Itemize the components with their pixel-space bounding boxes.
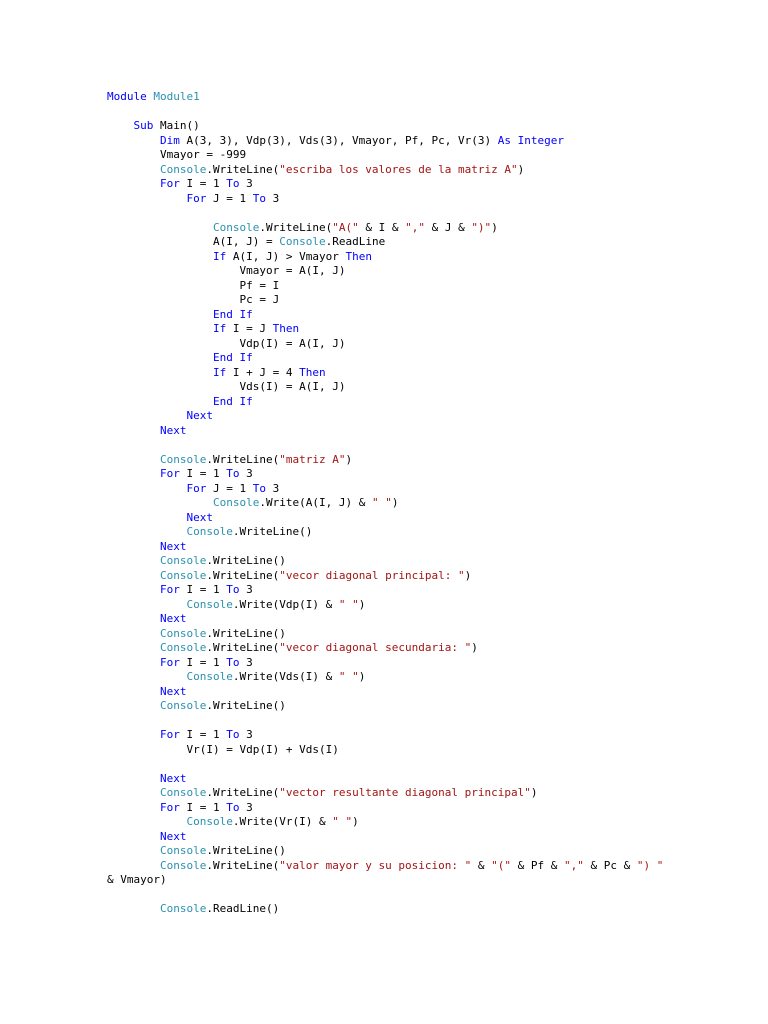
code-text: I = 1 xyxy=(179,583,227,596)
code-line xyxy=(107,119,747,134)
code-text: & J & xyxy=(424,220,472,234)
code-line xyxy=(107,192,747,207)
keyword-token: Next xyxy=(186,510,213,524)
string-token: "A(" xyxy=(332,220,359,234)
code-line xyxy=(107,844,747,859)
string-token: ")" xyxy=(471,220,492,234)
code-text: I = 1 xyxy=(179,467,227,480)
code-line xyxy=(107,482,747,497)
code-line xyxy=(107,670,747,685)
code-line xyxy=(107,322,747,337)
code-text: .Write(Vr(I) & xyxy=(232,815,333,828)
code-text: A(I, J) > Vmayor xyxy=(226,249,346,263)
string-token: "," xyxy=(564,858,584,872)
string-token: " " xyxy=(338,597,359,611)
code-text xyxy=(233,351,240,364)
keyword-token: If xyxy=(213,322,227,335)
code-line xyxy=(107,801,747,816)
code-text: I = 1 xyxy=(179,177,227,190)
type-token: Console xyxy=(160,554,207,567)
code-line xyxy=(107,772,747,787)
code-line xyxy=(107,206,747,221)
code-line xyxy=(107,641,747,656)
code-text: .WriteLine( xyxy=(206,786,280,799)
code-line xyxy=(107,685,747,700)
code-line xyxy=(107,757,747,772)
keyword-token: To xyxy=(226,583,240,596)
string-token: "vector resultante diagonal principal" xyxy=(279,786,531,799)
code-line xyxy=(107,554,747,569)
code-line xyxy=(107,438,747,453)
code-line xyxy=(107,627,747,642)
keyword-token: If xyxy=(239,351,253,364)
keyword-token: For xyxy=(186,481,207,495)
code-text: I = J xyxy=(226,322,273,335)
keyword-token: For xyxy=(186,191,207,205)
keyword-token: To xyxy=(226,728,240,741)
code-text: .WriteLine( xyxy=(206,452,280,466)
code-line xyxy=(107,177,747,192)
code-text: Vmayor = A(I, J) xyxy=(239,264,346,277)
type-token: Console xyxy=(186,525,233,538)
code-text xyxy=(511,134,518,147)
code-text: 3 xyxy=(265,191,280,205)
keyword-token: If xyxy=(213,365,227,379)
keyword-token: End xyxy=(213,351,233,364)
string-token: "escriba los valores de la matriz A" xyxy=(279,162,518,176)
keyword-token: Integer xyxy=(517,133,564,147)
code-text: Vdp(I) = A(I, J) xyxy=(239,336,346,350)
code-text: ) xyxy=(345,452,353,466)
code-text: 3 xyxy=(265,481,280,495)
code-line xyxy=(107,830,747,845)
type-token: Module1 xyxy=(153,90,200,103)
code-text: .Write(A(I, J) & xyxy=(259,496,372,509)
keyword-token: To xyxy=(226,467,240,480)
keyword-token: For xyxy=(160,800,180,814)
code-text: .Write(Vdp(I) & xyxy=(232,597,339,611)
code-text: Vmayor = -999 xyxy=(160,148,247,161)
string-token: "(" xyxy=(491,858,512,872)
code-text: 3 xyxy=(239,467,253,480)
code-text: I + J = 4 xyxy=(226,365,300,379)
type-token: Console xyxy=(186,597,233,611)
code-line xyxy=(107,366,747,381)
code-text: ) xyxy=(530,786,538,799)
keyword-token: If xyxy=(239,394,253,408)
code-text: Main() xyxy=(153,119,200,132)
code-text: ) xyxy=(517,162,525,176)
type-token: Console xyxy=(160,626,207,640)
code-text: .WriteLine() xyxy=(206,844,286,857)
keyword-token: Then xyxy=(299,365,326,379)
keyword-token: If xyxy=(239,307,253,321)
string-token: ") " xyxy=(636,858,664,872)
code-text: & Pc & xyxy=(583,858,637,872)
code-line xyxy=(107,250,747,265)
keyword-token: If xyxy=(213,249,227,263)
keyword-token: To xyxy=(252,481,266,495)
code-line xyxy=(107,467,747,482)
string-token: "," xyxy=(405,220,425,234)
code-line xyxy=(107,511,747,526)
code-text: .WriteLine( xyxy=(206,858,280,872)
code-text: 3 xyxy=(239,655,253,669)
keyword-token: Next xyxy=(186,409,213,422)
code-text: Pc = J xyxy=(239,293,280,306)
code-line xyxy=(107,612,747,627)
code-line xyxy=(107,583,747,598)
code-text: 3 xyxy=(239,800,253,814)
keyword-token: Dim xyxy=(160,133,180,147)
keyword-token: For xyxy=(160,655,180,669)
code-text: ) xyxy=(464,568,472,582)
code-line xyxy=(107,728,747,743)
code-line xyxy=(107,656,747,671)
code-line xyxy=(107,859,747,874)
code-text: .WriteLine( xyxy=(206,641,280,654)
code-text: Pf = I xyxy=(239,278,280,292)
code-text: .WriteLine( xyxy=(259,220,333,234)
keyword-token: Next xyxy=(160,684,187,698)
keyword-token: For xyxy=(160,728,180,741)
code-line xyxy=(107,221,747,236)
code-line xyxy=(107,888,747,903)
keyword-token: Module xyxy=(107,90,147,103)
code-text: ) xyxy=(391,496,399,509)
keyword-token: End xyxy=(213,394,233,408)
code-line xyxy=(107,873,747,888)
code-text: .WriteLine( xyxy=(206,568,280,582)
keyword-token: Next xyxy=(160,539,187,553)
code-text: ) xyxy=(491,220,498,234)
code-text: .ReadLine xyxy=(325,235,386,248)
code-text: I = 1 xyxy=(179,800,227,814)
type-token: Console xyxy=(186,670,233,683)
code-text: J = 1 xyxy=(206,191,253,205)
code-line xyxy=(107,308,747,323)
keyword-token: For xyxy=(160,583,180,596)
code-line xyxy=(107,380,747,395)
keyword-token: Next xyxy=(160,423,187,437)
keyword-token: For xyxy=(160,467,180,480)
code-text: 3 xyxy=(239,583,253,596)
code-line xyxy=(107,337,747,352)
code-text: .ReadLine() xyxy=(206,902,280,915)
type-token: Console xyxy=(160,699,207,712)
code-text: I = 1 xyxy=(179,728,227,741)
keyword-token: Then xyxy=(272,322,300,335)
code-line xyxy=(107,351,747,366)
code-line xyxy=(107,264,747,279)
type-token: Console xyxy=(160,641,207,654)
code-text: 3 xyxy=(239,177,253,190)
code-line xyxy=(107,424,747,439)
code-text: 3 xyxy=(239,728,253,741)
code-line xyxy=(107,699,747,714)
code-line xyxy=(107,148,747,163)
code-line xyxy=(107,815,747,830)
code-text: ) xyxy=(471,641,478,654)
code-line xyxy=(107,714,747,729)
keyword-token: To xyxy=(226,800,240,814)
string-token: "matriz A" xyxy=(279,452,346,466)
keyword-token: Next xyxy=(160,612,187,625)
type-token: Console xyxy=(186,815,233,828)
type-token: Console xyxy=(279,235,326,248)
keyword-token: Next xyxy=(160,829,187,843)
keyword-token: Next xyxy=(160,771,187,785)
string-token: " " xyxy=(332,815,353,828)
code-text: Vr(I) = Vdp(I) + Vds(I) xyxy=(186,742,339,756)
code-line xyxy=(107,235,747,250)
type-token: Console xyxy=(160,858,207,872)
code-line xyxy=(107,163,747,178)
code-text: J = 1 xyxy=(206,481,253,495)
string-token: " " xyxy=(371,496,392,509)
code-text xyxy=(233,395,240,408)
keyword-token: To xyxy=(226,177,240,190)
code-text: .WriteLine() xyxy=(206,699,286,712)
keyword-token: For xyxy=(160,177,180,190)
keyword-token: Then xyxy=(345,249,372,263)
string-token: "vecor diagonal principal: " xyxy=(279,568,465,582)
code-line xyxy=(107,395,747,410)
string-token: "valor mayor y su posicion: " xyxy=(279,858,472,872)
code-text: .WriteLine() xyxy=(206,554,286,567)
code-text: .WriteLine() xyxy=(232,525,313,538)
string-token: "vecor diagonal secundaria: " xyxy=(279,641,472,654)
type-token: Console xyxy=(160,568,207,582)
code-text: & Vmayor) xyxy=(107,873,167,886)
keyword-token: To xyxy=(226,655,240,669)
code-line xyxy=(107,525,747,540)
code-text: ) xyxy=(352,815,359,828)
code-line xyxy=(107,540,747,555)
code-text: A(3, 3), Vdp(3), Vds(3), Vmayor, Pf, Pc, Vr(3) xyxy=(179,133,498,147)
code-line xyxy=(107,743,747,758)
type-token: Console xyxy=(213,220,260,234)
code-line xyxy=(107,496,747,511)
type-token: Console xyxy=(160,452,207,466)
code-line xyxy=(107,902,747,917)
code-line xyxy=(107,786,747,801)
code-text: I = 1 xyxy=(179,655,227,669)
keyword-token: As xyxy=(497,133,512,147)
code-text: A(I, J) = xyxy=(213,235,280,248)
code-text: ) xyxy=(358,597,366,611)
code-listing xyxy=(107,90,747,917)
code-line xyxy=(107,90,747,105)
code-line xyxy=(107,134,747,149)
code-line xyxy=(107,453,747,468)
code-text: & Pf & xyxy=(511,858,565,872)
code-line xyxy=(107,409,747,424)
code-text: & xyxy=(471,858,492,872)
keyword-token: Sub xyxy=(133,119,154,132)
code-line xyxy=(107,105,747,120)
code-text xyxy=(233,308,240,321)
type-token: Console xyxy=(160,902,207,915)
code-line xyxy=(107,279,747,294)
code-line xyxy=(107,569,747,584)
code-line xyxy=(107,293,747,308)
code-line xyxy=(107,598,747,613)
string-token: " " xyxy=(338,670,359,683)
code-text: Vds(I) = A(I, J) xyxy=(239,380,346,393)
code-text: .Write(Vds(I) & xyxy=(232,670,339,683)
code-text: & I & xyxy=(358,220,406,234)
code-text: .WriteLine() xyxy=(206,626,286,640)
type-token: Console xyxy=(160,162,207,176)
type-token: Console xyxy=(160,844,207,857)
code-text: .WriteLine( xyxy=(206,162,280,176)
type-token: Console xyxy=(213,496,260,509)
code-text: ) xyxy=(358,670,366,683)
keyword-token: To xyxy=(252,191,266,205)
keyword-token: End xyxy=(213,307,233,321)
type-token: Console xyxy=(160,786,207,799)
